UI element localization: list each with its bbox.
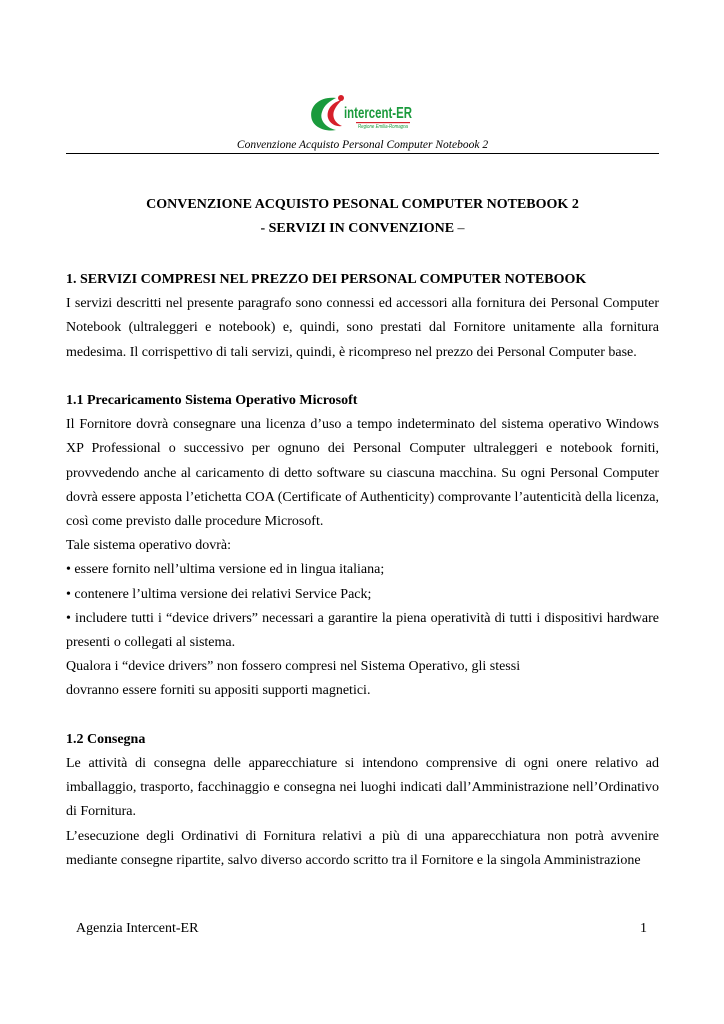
document-subtitle — [66, 221, 659, 237]
section-1-1-closing-line1: Qualora i “device drivers” non fossero compresi nel Sistema Operativo, gli stessi — [66, 659, 521, 675]
document-body — [66, 268, 659, 873]
section-1-1-intro: Tale sistema operativo dovrà: — [66, 538, 232, 554]
logo-subtext: Regione Emilia-Romagna — [358, 124, 408, 130]
header-divider — [66, 153, 659, 154]
document-subtitle-text: - SERVIZI IN CONVENZIONE — [260, 221, 455, 236]
logo-text: intercent-ER — [344, 105, 413, 122]
section-1-body: I servizi descritti nel presente paragrafo sono connessi ed accessori alla fornitura dei Personal Computer Notebook (ultraleggeri e notebook) e, quindi, sono prestati dal Fornitore unitamente alla fornitura medesima. Il corrispettivo di tali servizi, quindi, è ricompreso nel prezzo dei Personal Computer base. — [66, 296, 659, 360]
bullet-item: • contenere l’ultima versione dei relativi Service Pack; — [66, 586, 372, 602]
section-1-1-body: Il Fornitore dovrà consegnare una licenza d’uso a tempo indeterminato del sistema operativo Windows XP Professional o successivo per ognuno dei Personal Computer ultraleggeri e notebook forniti, provvedendo anche al caricamento di detto software su ciascuna macchina. Su ogni Personal Computer dovrà essere apposta l’etichetta COA (Certificate of Authenticity) comprovante l’autenticità della licenza, così come previsto dalle procedure Microsoft. — [66, 417, 659, 530]
footer-agency: Agenzia Intercent-ER — [76, 921, 199, 936]
document-title: CONVENZIONE ACQUISTO PESONAL COMPUTER NOTEBOOK 2 — [146, 197, 579, 212]
section-1-1-heading: 1.1 Precaricamento Sistema Operativo Microsoft — [66, 393, 358, 408]
bullet-item: • includere tutti i “device drivers” necessari a garantire la piena operatività di tutti i dispositivi hardware presenti o collegati al sistema. — [66, 610, 659, 651]
intercent-er-logo — [306, 90, 424, 136]
section-1-1-closing-line2: dovranno essere forniti su appositi supporti magnetici. — [66, 683, 371, 699]
header-subtitle: Convenzione Acquisto Personal Computer Notebook 2 — [236, 139, 489, 151]
paragraph-gap — [66, 704, 659, 728]
paragraph-gap — [66, 365, 659, 389]
section-1-2-body-2: L’esecuzione degli Ordinativi di Fornitura relativi a più di una apparecchiatura non potrà avvenire mediante consegne ripartite, salvo diverso accordo scritto tra il Fornitore e la singola Amministrazione — [66, 828, 659, 868]
section-1-2-heading: 1.2 Consegna — [66, 731, 146, 747]
page-number: 1 — [640, 921, 647, 936]
section-1-heading: 1. SERVIZI COMPRESI NEL PREZZO DEI PERSONAL COMPUTER NOTEBOOK — [66, 272, 587, 287]
bullet-item: • essere fornito nell’ultima versione ed in lingua italiana; — [66, 562, 385, 578]
section-1-2-body-1: Le attività di consegna delle apparecchiature si intendono comprensive di ogni onere relativo ad imballaggio, trasporto, facchinaggio e consegna nei luoghi indicati dall’Amministrazione nell’Ordinativo di Fornitura. — [66, 756, 659, 820]
document-subtitle-dash: – — [457, 221, 465, 236]
